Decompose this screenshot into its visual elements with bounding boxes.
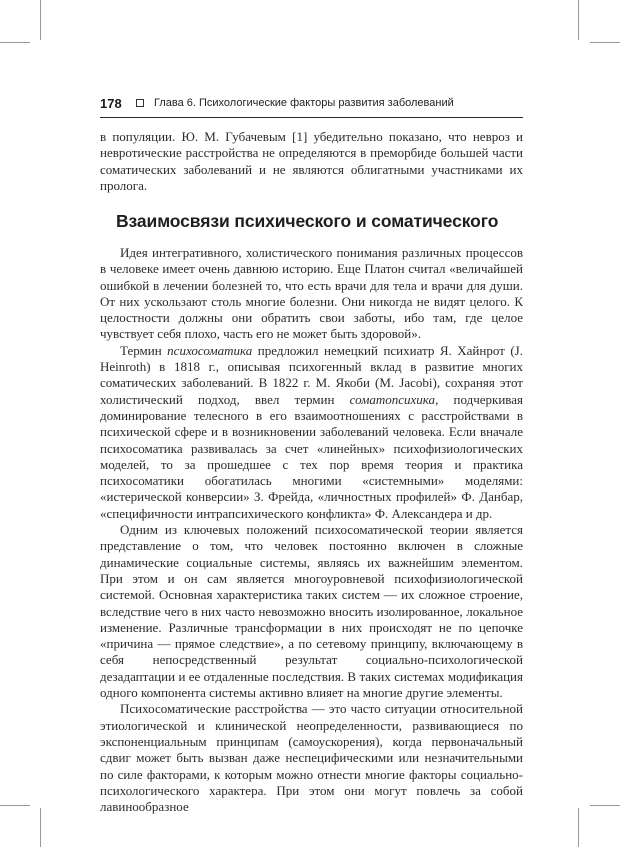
chapter-title: Глава 6. Психологические факторы развития заболеваний [154, 97, 454, 109]
paragraph-2-part-c: , подчеркивая доминирование телесного в его взаимоотношениях с расстройствами в психической сфере и в возникновении заболеваний человека. Если вначале психосоматика развивалась за счет «линейных» психофизиологических моделей, то за прошедшее с тех пор время теория и практика психосоматики обогатилась многими «системными» моделями: «истерической конверсии» З. Фрейда, «личностных профилей» Ф. Данбар, «специфичности интрапсихического конфликта» Ф. Александера и др. [100, 391, 523, 521]
crop-mark-bottom-left [40, 808, 41, 847]
square-bullet-icon [136, 99, 144, 107]
body-text-block [100, 245, 523, 815]
crop-mark-top-right [578, 0, 579, 40]
term-somatopsychics: соматопсихика [349, 391, 436, 407]
crop-mark-bottom-right-h [590, 805, 620, 806]
paragraph-continuation: в популяции. Ю. М. Губачевым [1] убедительно показано, что невроз и невротические расстройства не определяются в преморбиде большей части соматических заболеваний и не являются облигатными участниками их пролога. [100, 129, 523, 193]
paragraph-1: Идея интегративного, холистического понимания различных процессов в человеке имеет очень давнюю историю. Еще Платон считал «величайшей ошибкой в лечении болезней то, что есть врачи для тела и врачи для души. От них ускользают столь многие болезни. Они никогда не видят целого. К целостности должны они обратить свои заботы, ибо там, где целое чувствует себя плохо, часть его не может быть здоровой». [100, 245, 523, 342]
paragraph-3: Одним из ключевых положений психосоматической теории является представление о том, что человек постоянно включен в сложные динамические социальные системы, являясь их важнейшим элементом. При этом и он сам является многоуровневой психофизиологической системой. Основная характеристика таких систем — их сложное строение, вследствие чего в них часто невозможно вносить изолированное, локальное изменение. Различные трансформации в них происходят не по цепочке «причина — прямое следствие», а по сетевому принципу, включающему в себя непосредственный результат социально-психологической дезадаптации и ее отдаленные последствия. В таких системах модификация одного компонента системы активно влияет на многие другие элементы. [100, 522, 523, 701]
crop-mark-top-right-h [590, 42, 620, 43]
term-psychosomatics: психосоматика [167, 342, 253, 358]
crop-mark-top-left [40, 0, 41, 40]
intro-text-block [100, 129, 523, 194]
paragraph-4: Психосоматические расстройства — это часто ситуации относительной этиологической и клинической неопределенности, развивающиеся по экспоненциальным принципам (самоускорения), когда первоначальный сдвиг может быть вызван даже неспецифическими или незначительными по силе факторами, к которым можно отнести многие факторы социально-психологического характера. При этом они могут повлечь за собой лавинообразное [100, 701, 523, 815]
paragraph-2 [100, 343, 523, 522]
section-heading: Взаимосвязи психического и соматического [116, 211, 499, 231]
crop-mark-bottom-left-h [0, 805, 30, 806]
page-number: 178 [100, 96, 122, 111]
paragraph-2-part-b: предложил немецкий психиатр Я. Хайнрот (J. Heinroth) в 1818 г., описывая психогенный вклад в развитие многих соматических заболеваний. В 1822 г. М. Якоби (M. Jacobi), сохраняя этот холистический подход, ввел термин [100, 342, 523, 407]
running-header [100, 95, 523, 118]
crop-mark-bottom-right [578, 808, 579, 847]
paragraph-2-part-a: Термин [120, 342, 168, 358]
crop-mark-top-left-h [0, 42, 30, 43]
